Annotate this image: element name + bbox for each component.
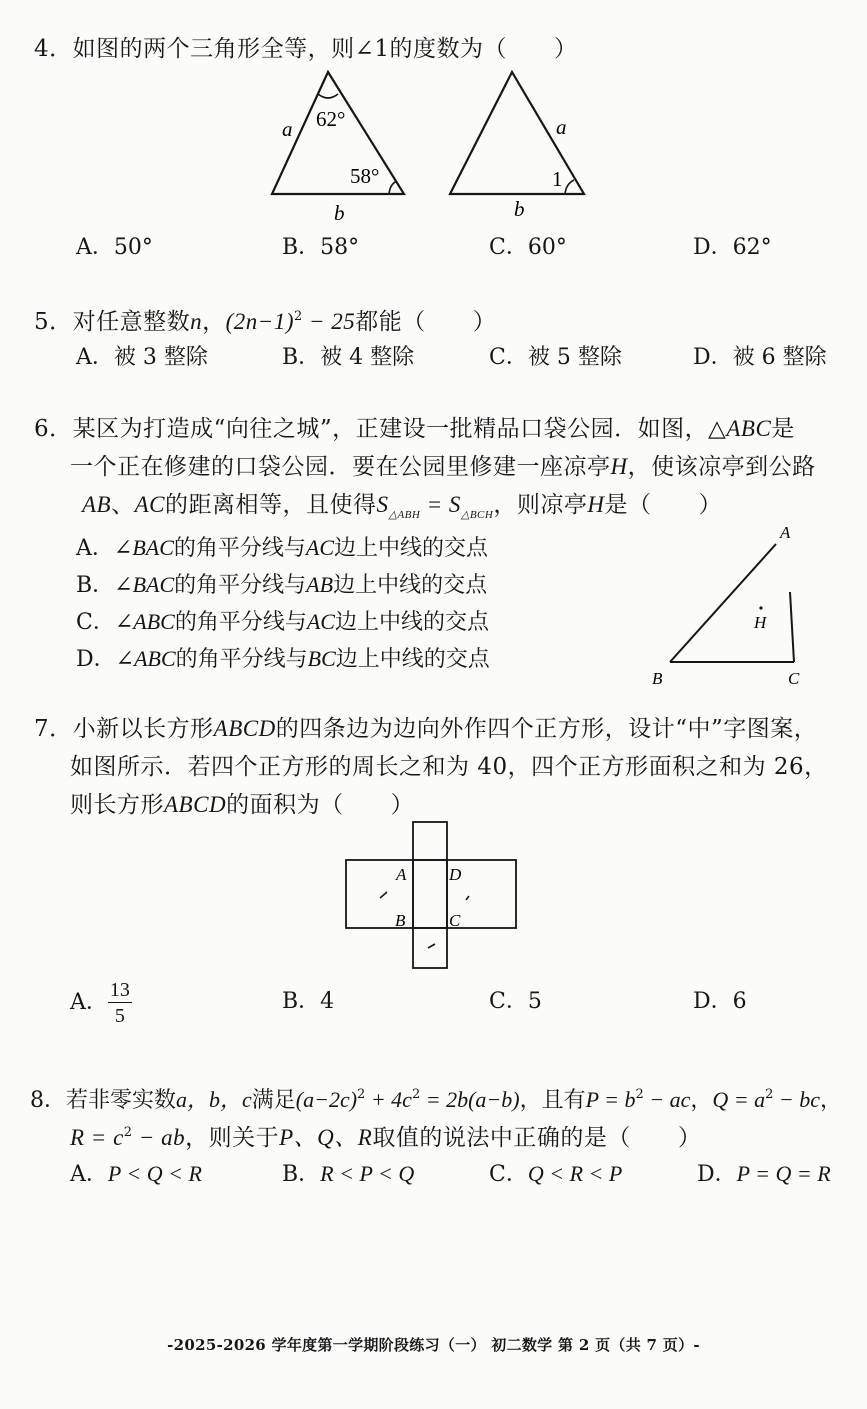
q7-line-2: 如图所示．若四个正方形的周长之和为 40，四个正方形面积之和为 26， bbox=[70, 754, 828, 780]
q7-figure bbox=[340, 818, 525, 976]
q5-option-b: B．被 4 整除 bbox=[282, 345, 415, 370]
q8-option-a: A．P < Q < R bbox=[70, 1161, 202, 1187]
q4-option-a: A．50° bbox=[76, 235, 153, 260]
q7-line-3: 则长方形ABCD的面积为（ ） bbox=[70, 792, 415, 818]
q6-option-b: B．∠BAC的角平分线与AB边上中线的交点 bbox=[76, 572, 488, 598]
top-angle-arc bbox=[318, 94, 338, 98]
q5-stem: 5．对任意整数n，$(2n-1)^2 - 25$都能（ ） bbox=[34, 309, 497, 335]
side-ab bbox=[670, 544, 776, 662]
label-B: B bbox=[395, 911, 406, 930]
q4-option-b: B．58° bbox=[282, 235, 360, 260]
q7-option-c: C．5 bbox=[489, 989, 542, 1014]
q8-option-d: D．P = Q = R bbox=[697, 1161, 831, 1187]
q7-option-a: A． $\frac{13}{5}$ bbox=[70, 979, 130, 1027]
label-B: B bbox=[652, 669, 663, 688]
q6-line-1: 6．某区为打造成“向往之城”，正建设一批精品口袋公园．如图，△ABC是 bbox=[34, 416, 795, 442]
q5-option-d: D．被 6 整除 bbox=[693, 345, 827, 370]
q4-option-c: C．60° bbox=[489, 235, 567, 260]
label-a-right: a bbox=[556, 115, 567, 139]
top-square bbox=[413, 822, 447, 860]
q7-option-d: D．6 bbox=[693, 989, 747, 1014]
tick-right bbox=[466, 896, 469, 900]
q6-option-c: C．∠ABC的角平分线与AC边上中线的交点 bbox=[76, 609, 489, 635]
label-C: C bbox=[788, 669, 800, 688]
label-58: 58° bbox=[350, 164, 380, 188]
q8-line-1: 8．若非零实数a，b，c满足$(a-2c)^2 + 4c^2 = 2b(a-b)$，且有$P = b^2$ − ac，$Q = a^2$ − bc， bbox=[30, 1087, 843, 1113]
label-D: D bbox=[449, 865, 462, 884]
q4-figure bbox=[260, 68, 600, 228]
right-angle-arc bbox=[389, 181, 397, 194]
rectangle-abcd bbox=[413, 860, 447, 928]
q5-option-a: A．被 3 整除 bbox=[76, 345, 208, 370]
label-A: A bbox=[780, 523, 791, 542]
side-c-up bbox=[790, 592, 794, 662]
q4-stem: 4．如图的两个三角形全等，则∠1的度数为（ ） bbox=[34, 36, 578, 62]
q8-option-b: B．R < P < Q bbox=[282, 1161, 415, 1187]
q6-figure bbox=[640, 520, 820, 690]
point-H bbox=[759, 606, 762, 609]
label-1: 1 bbox=[552, 167, 563, 191]
bottom-square bbox=[413, 928, 447, 968]
q7-option-b: B．4 bbox=[282, 989, 335, 1014]
q4-option-d: D．62° bbox=[693, 235, 772, 260]
q6-option-a: A．∠BAC的角平分线与AC边上中线的交点 bbox=[76, 535, 489, 561]
angle-1-arc bbox=[565, 180, 574, 194]
label-A: A bbox=[396, 865, 407, 884]
q6-line-3: AB、AC的距离相等，且使得$S_{\triangle ABH} = S_{\triangle BCH}$，则凉亭H是（ ） bbox=[82, 492, 722, 521]
q8-option-c: C．Q < R < P bbox=[489, 1161, 623, 1187]
q5-option-c: C．被 5 整除 bbox=[489, 345, 622, 370]
label-a-left: a bbox=[282, 117, 293, 141]
label-62: 62° bbox=[316, 107, 346, 131]
tick-bottom bbox=[428, 944, 435, 948]
label-C: C bbox=[449, 911, 461, 930]
label-b-right: b bbox=[514, 197, 525, 221]
q6-line-2: 一个正在修建的口袋公园．要在公园里修建一座凉亭H，使该凉亭到公路 bbox=[70, 454, 816, 480]
q8-line-2: $R = c^2$ − ab，则关于P、Q、R取值的说法中正确的是（ ） bbox=[70, 1125, 702, 1151]
label-b-left: b bbox=[334, 201, 345, 225]
q6-option-d: D．∠ABC的角平分线与BC边上中线的交点 bbox=[76, 646, 490, 672]
label-H: H bbox=[754, 613, 767, 632]
q7-line-1: 7．小新以长方形ABCD的四条边为边向外作四个正方形，设计“中”字图案， bbox=[34, 716, 818, 742]
page-footer: -2025-2026 学年度第一学期阶段练习（一） 初二数学 第 2 页（共 7 页）- bbox=[167, 1336, 700, 1354]
tick-left bbox=[380, 892, 387, 898]
